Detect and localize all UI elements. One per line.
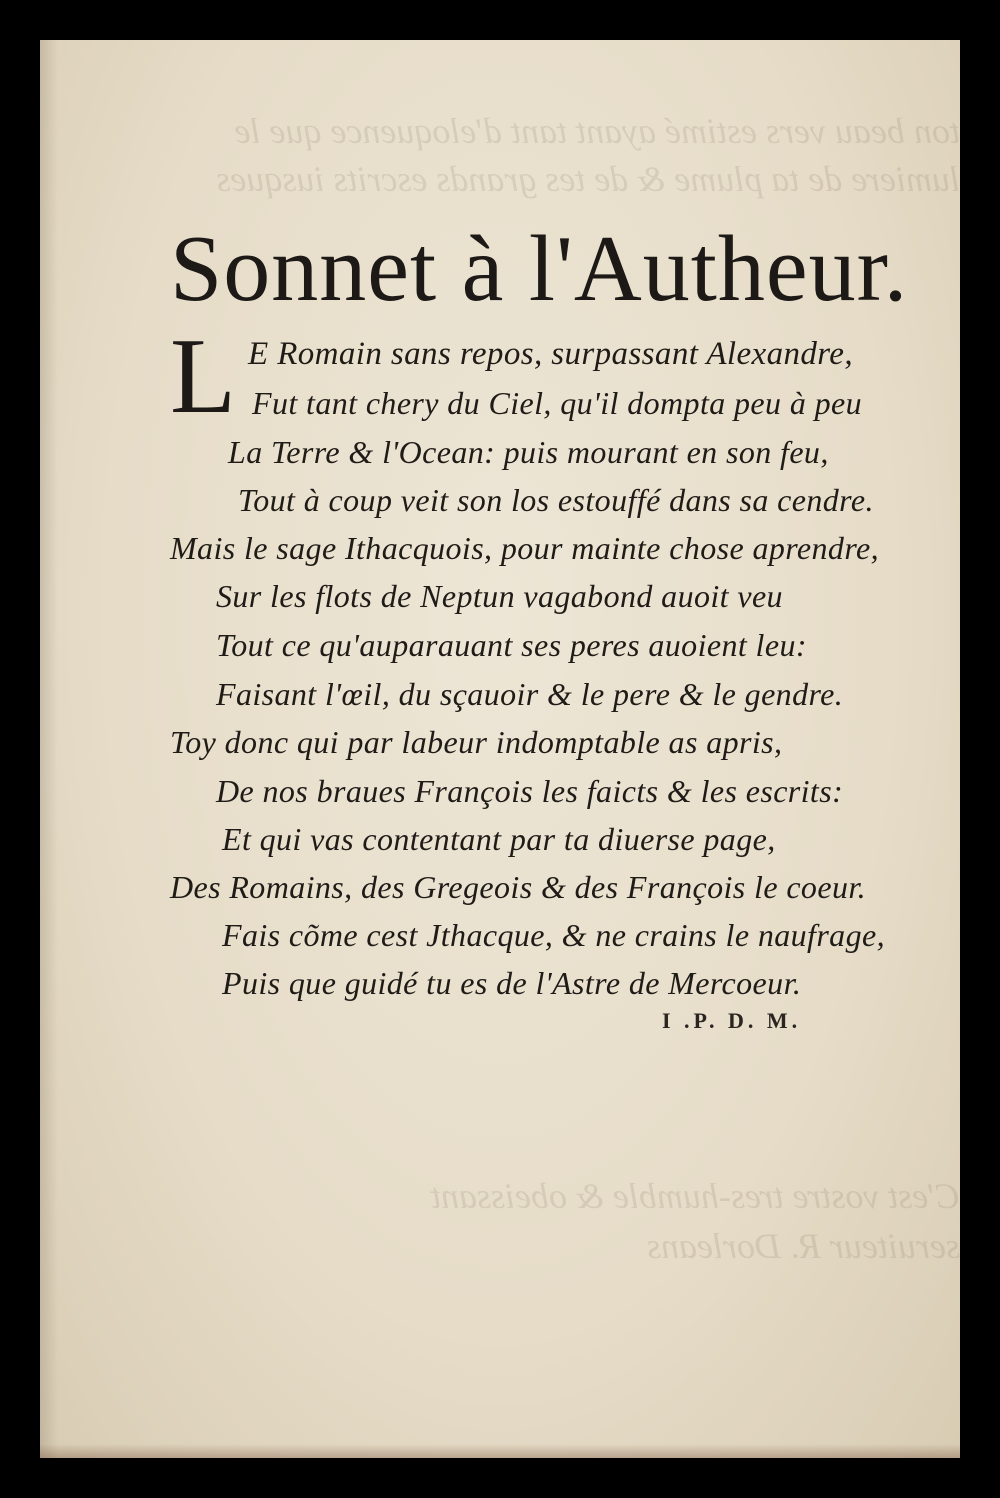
verse-line: Des Romains, des Gregeois & des François le coeur. (170, 869, 867, 905)
drop-cap: L (170, 317, 236, 436)
book-page (40, 40, 960, 1458)
verse-line: Tout à coup veit son los estouffé dans sa cendre. (238, 482, 874, 518)
show-through-text: C'est vostre tres-humble & obeissant (431, 1176, 960, 1216)
verse-line: De nos braues François les faicts & les escrits: (216, 773, 844, 809)
verse-line: Fais cõme cest Jthacque, & ne crains le naufrage, (222, 917, 885, 953)
verse-line: Tout ce qu'auparauant ses peres auoient leu: (216, 627, 807, 663)
page-edge-stain (40, 1444, 960, 1458)
gutter-shadow (40, 40, 58, 1458)
show-through-text: seruiteur R. Dorleans (647, 1226, 960, 1266)
sonnet (40, 40, 960, 1040)
verse-line: E Romain sans repos, surpassant Alexandre, (248, 336, 853, 372)
author-initials: I .P. D. M. (662, 1008, 802, 1033)
verse-line: Fut tant chery du Ciel, qu'il dompta peu à peu (252, 385, 863, 421)
verse-line: Mais le sage Ithacquois, pour mainte chose aprendre, (170, 530, 879, 566)
page-title: Sonnet à l'Autheur. (170, 217, 909, 321)
verse-line: La Terre & l'Ocean: puis mourant en son feu, (228, 434, 829, 470)
verse-line: Et qui vas contentant par ta diuerse page, (222, 821, 776, 857)
show-through-text: lumiere de ta plume & de tes grands escrits iusques (216, 159, 960, 199)
verse-line: Toy donc qui par labeur indomptable as apris, (170, 724, 783, 760)
show-through-text: ton beau vers estimé ayant tant d'eloquence que le (234, 111, 960, 151)
verse-line: Sur les flots de Neptun vagabond auoit veu (216, 578, 783, 614)
verse-line: Faisant l'œil, du sçauoir & le pere & le gendre. (216, 676, 844, 712)
verse-line: Puis que guidé tu es de l'Astre de Mercoeur. (222, 965, 802, 1001)
